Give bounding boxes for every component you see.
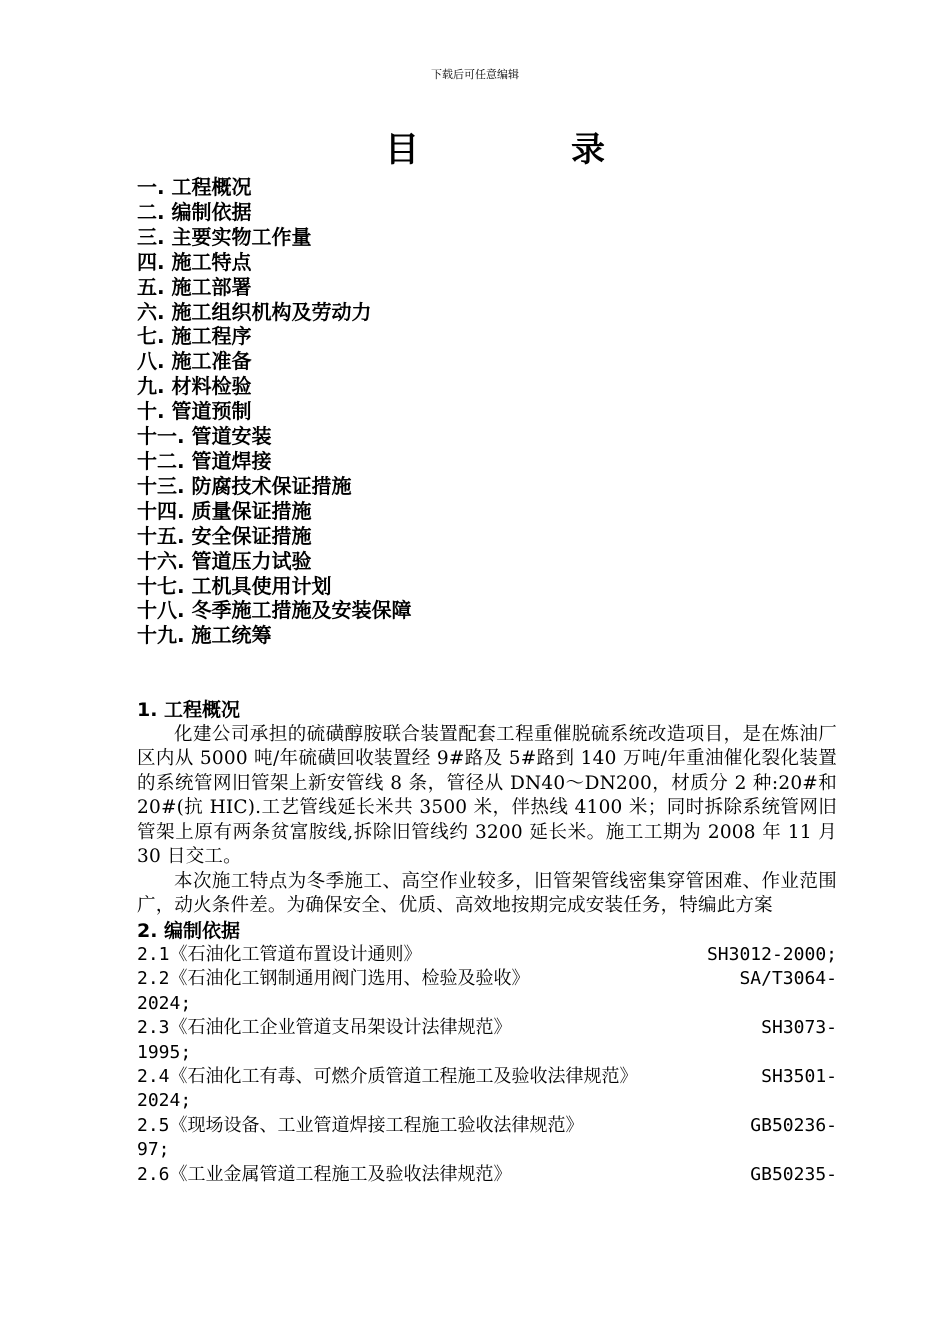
toc-item: 八. 施工准备 <box>137 349 252 374</box>
toc-item: 十四. 质量保证措施 <box>137 498 312 523</box>
paragraph: 化建公司承担的硫磺醇胺联合装置配套工程重催脱硫系统改造项目，是在炼油厂区内从 5000 吨/年硫磺回收装置经 9#路及 5#路到 140 万吨/年重油催化裂化装置的系统管网旧管架上新安管线 8 条，管径从 DN40～DN200，材质分 2 种:20#和 20#(抗 HIC).工艺管线延长米共 3500 米，伴热线 4100 米；同时拆除系统管网旧管架上原有两条贫富胺线,拆除旧管线约 3200 延长米。施工工期为 2008 年 11 月 30 日交工。 <box>137 723 837 867</box>
toc-item: 十三. 防腐技术保证措施 <box>137 473 352 498</box>
reference-title: 2.5《现场设备、工业管道焊接工程施工验收法律规范》 <box>137 1114 584 1136</box>
paragraph: 本次施工特点为冬季施工、高空作业较多，旧管架管线密集穿管困难、作业范围广，动火条件差。为确保安全、优质、高效地按期完成安装任务，特编此方案 <box>137 870 837 916</box>
reference-code-tail: 2024; <box>137 1090 192 1112</box>
section-heading: 1. 工程概况 <box>137 699 241 721</box>
toc-title-char: 录 <box>571 130 605 170</box>
toc-item: 十九. 施工统筹 <box>137 623 272 648</box>
header-note: 下载后可任意编辑 <box>431 68 519 81</box>
reference-code-tail: 1995; <box>137 1041 192 1063</box>
reference-code: SA/T3064- <box>739 968 837 990</box>
reference-item <box>137 1065 837 1114</box>
reference-code: GB50235- <box>750 1163 837 1185</box>
reference-code: SH3012-2000; <box>706 944 837 965</box>
toc-title-char: 目 <box>385 130 419 170</box>
reference-item <box>137 943 837 967</box>
toc-item: 三. 主要实物工作量 <box>137 224 312 249</box>
toc-title <box>385 128 605 172</box>
toc-item: 十七. 工机具使用计划 <box>137 573 332 598</box>
toc-item: 十六. 管道压力试验 <box>137 548 312 573</box>
toc-item: 九. 材料检验 <box>137 374 252 399</box>
reference-list <box>137 943 837 1187</box>
reference-item <box>137 1114 837 1163</box>
reference-code: GB50236- <box>750 1114 837 1136</box>
reference-code-tail: 97; <box>137 1139 170 1161</box>
reference-code: SH3073- <box>761 1017 837 1039</box>
toc-item: 五. 施工部署 <box>137 274 252 299</box>
reference-code-tail: 2024; <box>137 992 192 1014</box>
toc-item: 十二. 管道焊接 <box>137 448 272 473</box>
toc-item: 七. 施工程序 <box>137 324 252 349</box>
reference-item <box>137 1016 837 1065</box>
toc-item: 十八. 冬季施工措施及安装保障 <box>137 598 412 623</box>
toc-item: 六. 施工组织机构及劳动力 <box>137 299 372 324</box>
toc-item: 十五. 安全保证措施 <box>137 523 312 548</box>
reference-code: SH3501- <box>761 1066 837 1088</box>
toc-item: 二. 编制依据 <box>137 199 252 224</box>
reference-title: 2.4《石油化工有毒、可燃介质管道工程施工及验收法律规范》 <box>137 1066 638 1088</box>
section-heading: 2. 编制依据 <box>137 919 241 942</box>
toc-item: 一. 工程概况 <box>137 175 252 199</box>
reference-title: 2.1《石油化工管道布置设计通则》 <box>137 944 422 965</box>
reference-item <box>137 967 837 1016</box>
reference-title: 2.3《石油化工企业管道支吊架设计法律规范》 <box>137 1017 512 1039</box>
toc-item: 十. 管道预制 <box>137 399 252 424</box>
table-of-contents <box>137 175 412 648</box>
toc-item: 四. 施工特点 <box>137 249 252 274</box>
body-text <box>137 698 837 1187</box>
reference-title: 2.6《工业金属管道工程施工及验收法律规范》 <box>137 1163 512 1185</box>
reference-title: 2.2《石油化工钢制通用阀门选用、检验及验收》 <box>137 968 530 990</box>
reference-item <box>137 1163 837 1187</box>
toc-item: 十一. 管道安装 <box>137 424 272 449</box>
